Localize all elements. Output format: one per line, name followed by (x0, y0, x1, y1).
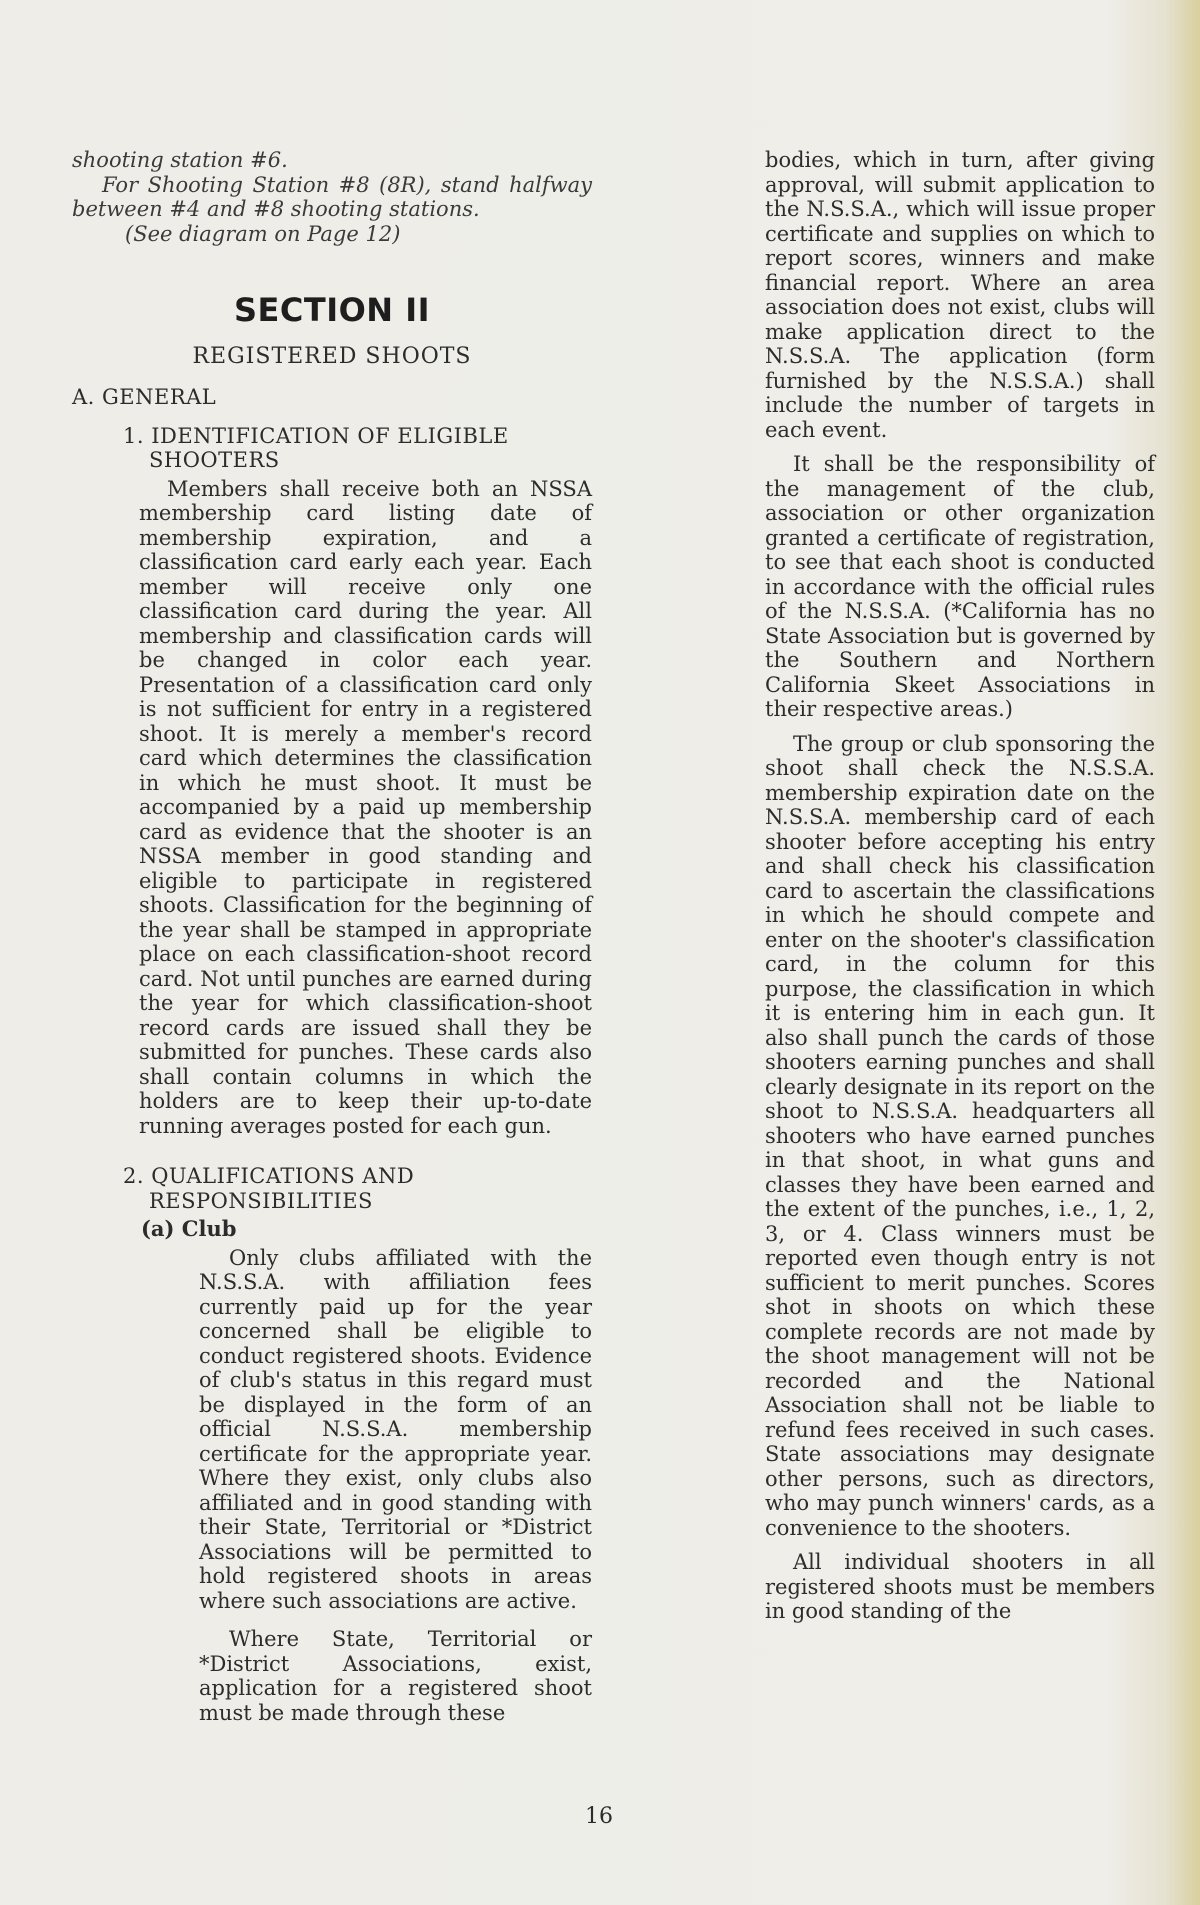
intro-line-1: shooting station #6. (72, 148, 288, 172)
club-paragraph-1: Only clubs affiliated with the N.S.S.A. with affiliation fees currently paid up for the year concerned shall be eligible to conduct registered shoots. Evidence of club's status in this regard must be displayed in the form of an official N.S.S.A. membership certificate for the appropriate year. Where they exist, only clubs also affiliated and in good standing with their State, Territorial or *District Associations will be permitted to hold registered shoots in areas where such associations are active. (199, 1245, 592, 1613)
left-column (72, 148, 592, 1725)
page-number: 16 (585, 1804, 613, 1829)
section-subtitle: REGISTERED SHOOTS (192, 343, 472, 369)
right-column (765, 148, 1155, 1624)
section-title: SECTION II (233, 291, 431, 329)
heading-qualifications: 2. QUALIFICATIONS AND RESPONSIBILITIES (123, 1164, 415, 1213)
right-paragraph-1: bodies, which in turn, after giving approval, will submit application to the N.S.S.A., which will issue proper certificate and supplies on which to report scores, winners and make financial report. Where an area association does not exist, clubs will make application direct to the N.S.S.A. The application (form furnished by the N.S.S.A.) shall include the number of targets in each event. (765, 148, 1155, 442)
right-paragraph-2: It shall be the responsibility of the management of the club, association or other organization granted a certificate of registration, to see that each shoot is conducted in accordance with the official rules of the N.S.S.A. (*California has no State Association but is governed by the Southern and Northern California Skeet Associations in their respective areas.) (765, 452, 1155, 721)
right-paragraph-3: The group or club sponsoring the shoot shall check the N.S.S.A. membership expiration date on the N.S.S.A. membership card of each shooter before accepting his entry and shall check his classification card to ascertain the classifications in which he should compete and enter on the shooter's classification card, in the column for this purpose, the classification in which it is entering him in each gun. It also shall punch the cards of those shooters earning punches and shall clearly designate in its report on the shoot to N.S.S.A. headquarters all shooters who have earned punches in that shoot, in what guns and classes they have been earned and the extent of the punches, i.e., 1, 2, 3, or 4. Class winners must be reported even though entry is not sufficient to merit punches. Scores shot in shoots on which these complete records are not made by the shoot management will not be recorded and the National Association shall not be liable to refund fees received in such cases. State associations may designate other persons, such as directors, who may punch winners' cards, as a convenience to the shooters. (765, 731, 1155, 1540)
intro-line-3: (See diagram on Page 12) (125, 221, 401, 246)
club-paragraph-2: Where State, Territorial or *District Associations, exist, application for a registered shoot must be made through these (199, 1627, 592, 1725)
intro-line-2-text: For Shooting Station #8 (8R), stand halfway between #4 and #8 shooting stations. (72, 172, 592, 221)
heading-identification: 1. IDENTIFICATION OF ELIGIBLE SHOOTERS (123, 423, 509, 472)
heading-general: A. GENERAL (72, 385, 217, 409)
subheading-club: (a) Club (141, 1216, 237, 1241)
identification-paragraph: Members shall receive both an NSSA membership card listing date of membership expiration, and a classification card early each year. Each member will receive only one classification card during the year. All membership and classification cards will be changed in color each year. Presentation of a classification card only is not sufficient for entry in a registered shoot. It is merely a member's record card which determines the classification in which he must shoot. It must be accompanied by a paid up membership card as evidence that the shooter is an NSSA member in good standing and eligible to participate in registered shoots. Classification for the beginning of the year shall be stamped in appropriate place on each classification-shoot record card. Not until punches are earned during the year for which classification-shoot record cards are issued shall they be submitted for punches. These cards also shall contain columns in which the holders are to keep their up-to-date running averages posted for each gun. (139, 476, 592, 1138)
right-paragraph-4: All individual shooters in all registered shoots must be members in good standing of the (765, 1550, 1155, 1623)
intro-line-2 (72, 173, 592, 222)
